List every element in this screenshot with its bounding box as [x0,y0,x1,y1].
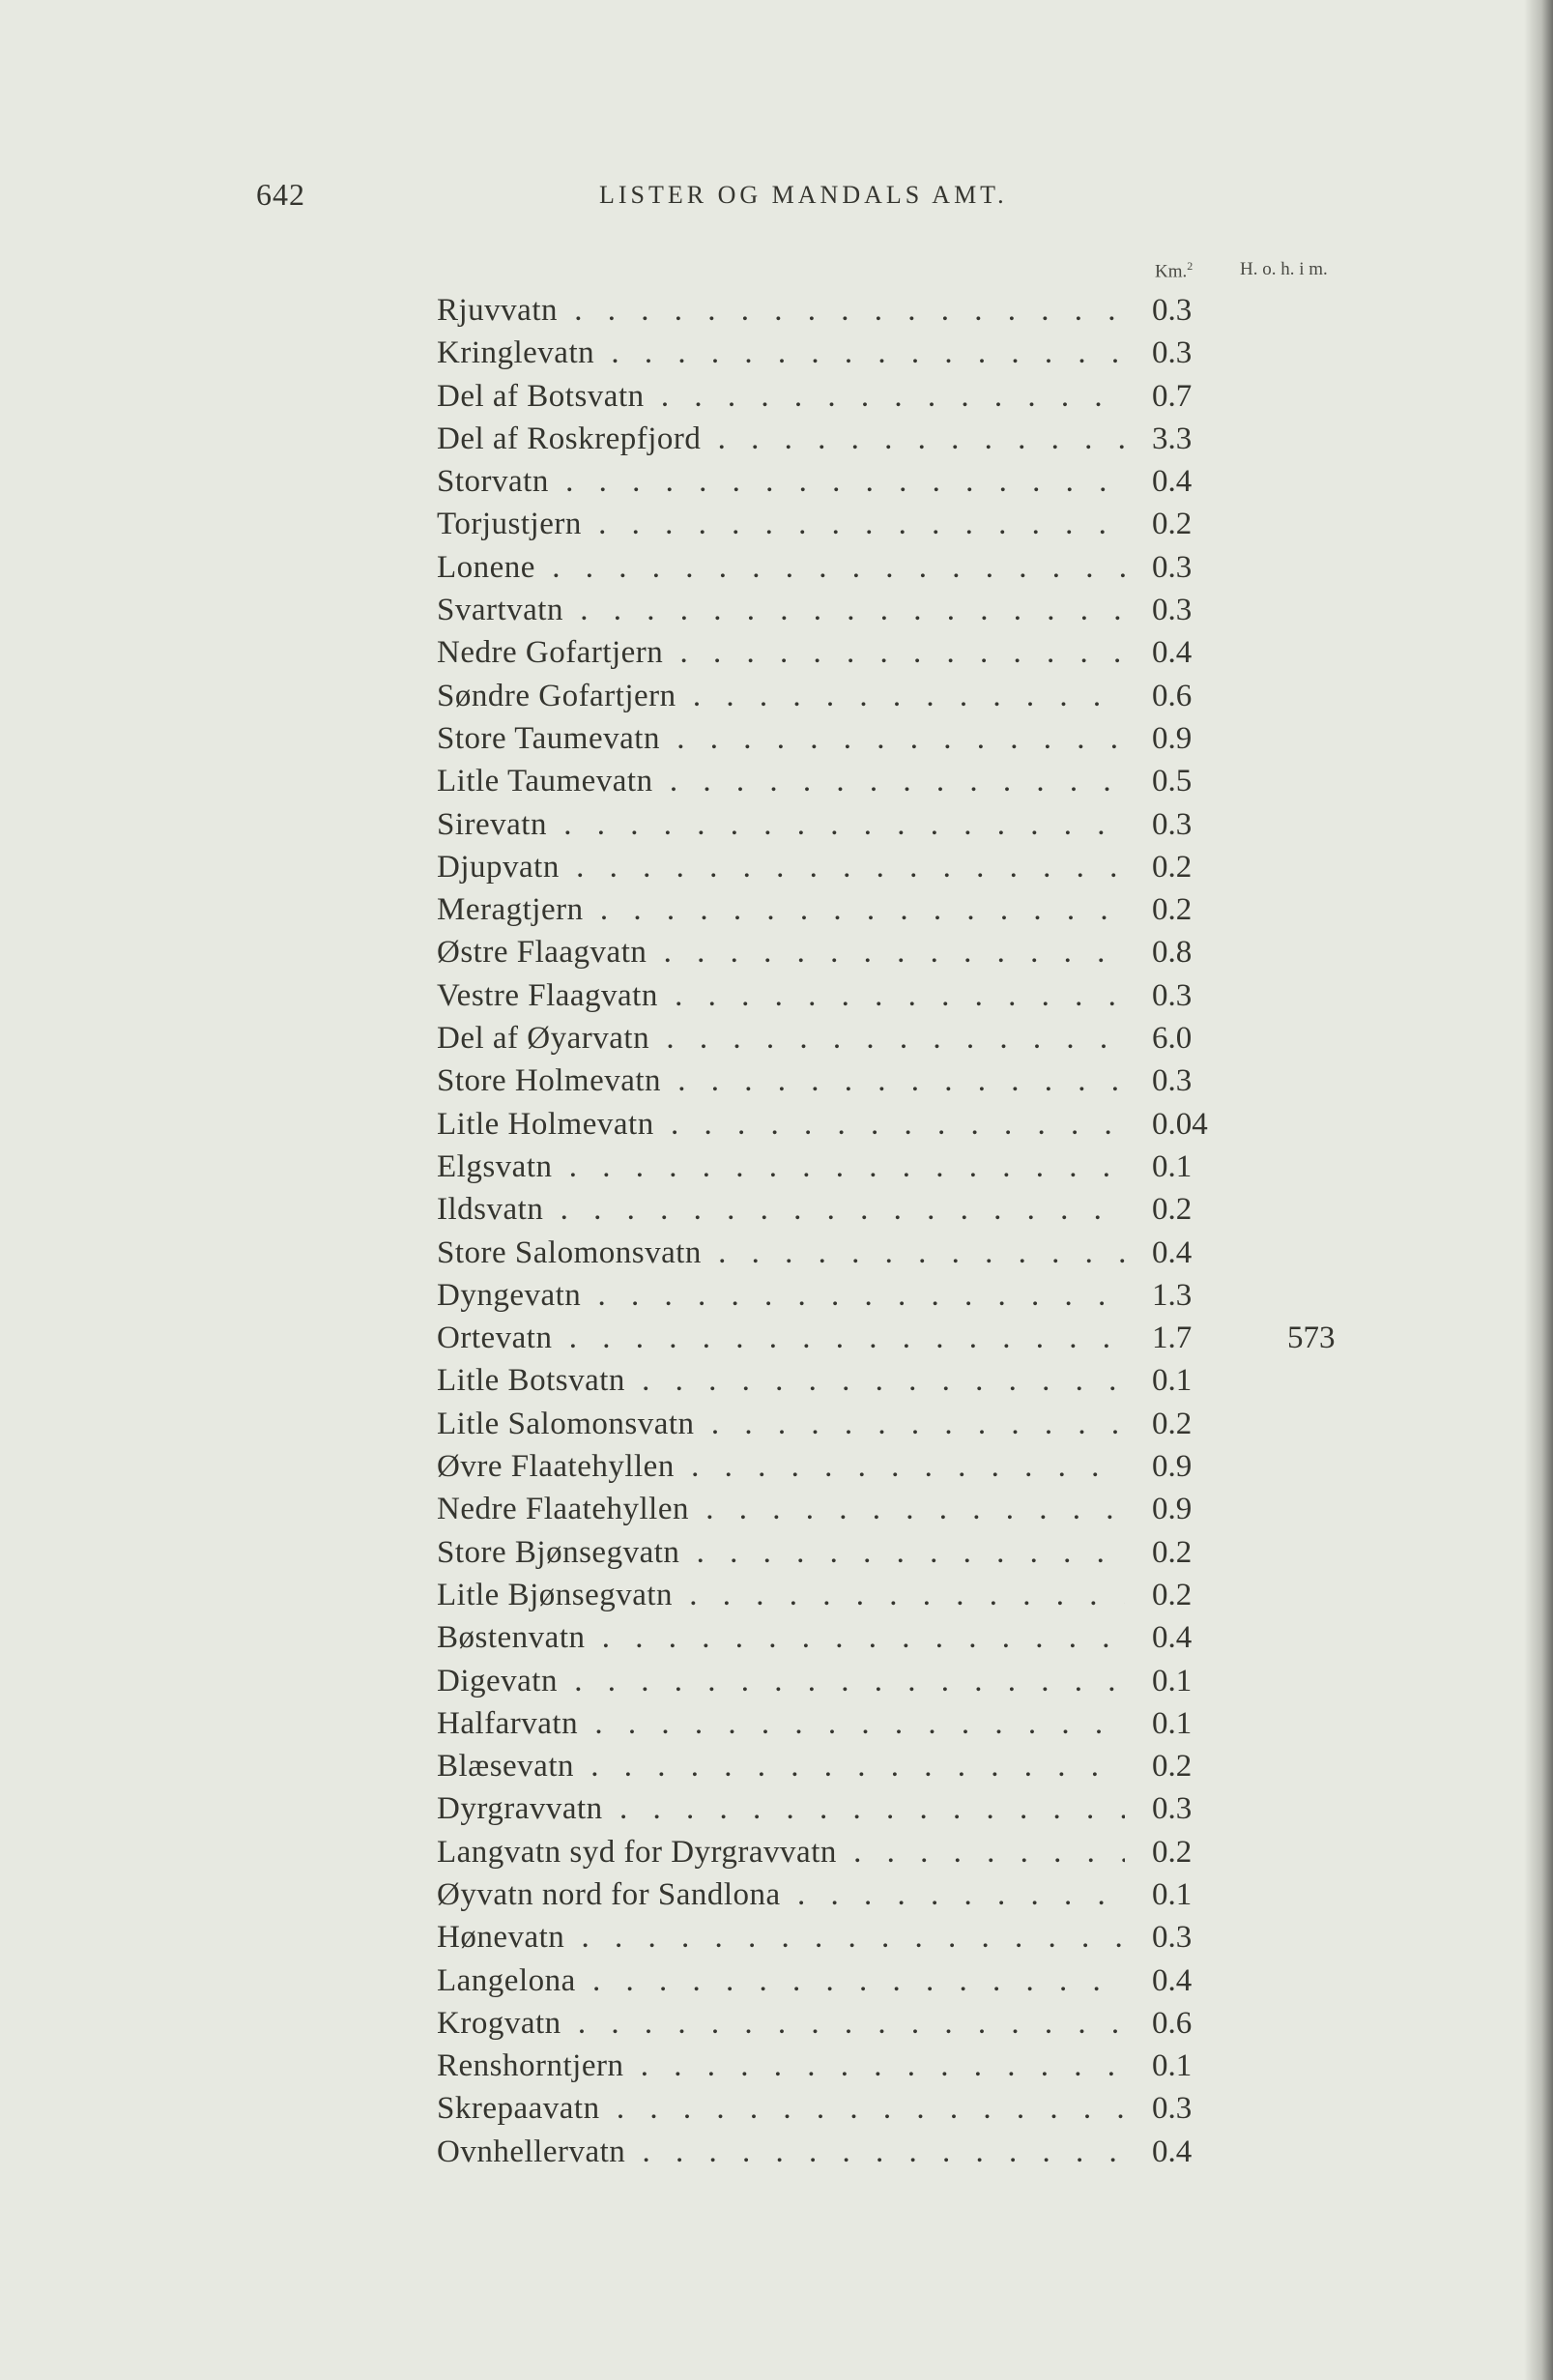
lake-name: Langvatn syd for Dyrgravvatn . . . [437,1831,1125,1873]
area-column-header: Km.$^2$ [1155,259,1194,282]
lake-name: Elgsvatn . . . [437,1146,1125,1188]
lake-name: Vestre Flaagvatn . . . [437,974,1125,1017]
lake-name: Ildsvatn . . . [437,1188,1125,1231]
lake-name: Store Holmevatn . . . [437,1059,1125,1102]
lake-area: 0.1 [1152,1148,1193,1184]
table-row [437,1660,1500,1702]
lake-name: Litle Salomonsvatn . . . [437,1403,1125,1445]
lake-area: 0.4 [1152,1234,1193,1270]
table-row [437,931,1500,973]
table-row [437,2002,1500,2045]
table-row [437,332,1500,374]
table-row [437,803,1500,846]
lake-area: 0.3 [1152,293,1193,328]
lake-area: 0.5 [1152,764,1193,799]
lake-area: 0.1 [1152,1663,1193,1698]
page-edge-shadow [1524,0,1553,2380]
table-row [437,2087,1500,2130]
table-row [437,1017,1500,1059]
table-row [437,1403,1500,1445]
table-row [437,1274,1500,1317]
table-row [437,631,1500,674]
table-row [437,717,1500,760]
column-headers [0,259,1553,288]
table-row [437,546,1500,589]
lake-name: Ovnhellervatn . . . [437,2131,1125,2173]
lake-name: Blæsevatn . . . [437,1745,1125,1787]
table-row [437,1232,1500,1274]
lake-name: Krogvatn . . . [437,2002,1125,2045]
lake-area: 0.6 [1152,678,1193,713]
lake-area: 0.3 [1152,549,1193,585]
lake-name: Øvre Flaatehyllen . . . [437,1445,1125,1488]
lake-area: 0.9 [1152,1449,1193,1485]
lake-name: Litle Bjønsegvatn . . . [437,1574,1125,1616]
lake-name: Torjustjern . . . [437,503,1125,545]
lake-name: Øyvatn nord for Sandlona . . . [437,1873,1125,1916]
lake-table [437,289,1500,2173]
lake-area: 1.3 [1152,1277,1193,1313]
table-row [437,1831,1500,1873]
lake-area: 3.3 [1152,421,1193,456]
lake-area: 0.2 [1152,1406,1193,1441]
lake-area: 0.4 [1152,1962,1193,1998]
lake-area: 0.3 [1152,1920,1193,1956]
lake-name: Digevatn . . . [437,1660,1125,1702]
table-row [437,1359,1500,1402]
table-row [437,1531,1500,1574]
lake-area: 1.7 [1152,1321,1193,1356]
lake-name: Skrepaavatn . . . [437,2087,1125,2130]
lake-area: 0.2 [1152,1534,1193,1570]
lake-area: 0.3 [1152,1063,1193,1099]
lake-name: Store Salomonsvatn . . . [437,1232,1125,1274]
lake-name: Storvatn . . . [437,460,1125,503]
table-row [437,1488,1500,1530]
table-row [437,1317,1500,1359]
lake-name: Bøstenvatn . . . [437,1616,1125,1659]
lake-name: Del af Botsvatn . . . [437,375,1125,418]
table-row [437,1574,1500,1616]
lake-name: Dyngevatn . . . [437,1274,1125,1317]
table-row [437,2131,1500,2173]
lake-area: 0.2 [1152,1834,1193,1870]
lake-area: 0.1 [1152,1876,1193,1912]
lake-area: 0.3 [1152,2091,1193,2127]
lake-name: Langelona . . . [437,1959,1125,2002]
lake-area: 0.2 [1152,1577,1193,1612]
lake-height: 573 [1287,1321,1336,1356]
lake-name: Svartvatn . . . [437,589,1125,631]
lake-name: Store Bjønsegvatn . . . [437,1531,1125,1574]
lake-area: 0.3 [1152,1791,1193,1827]
lake-name: Nedre Flaatehyllen . . . [437,1488,1125,1530]
table-row [437,1916,1500,1959]
lake-area: 0.6 [1152,2005,1193,2041]
lake-name: Renshorntjern . . . [437,2045,1125,2087]
lake-name: Litle Holmevatn . . . [437,1103,1125,1146]
lake-area: 0.1 [1152,1363,1193,1399]
table-row [437,289,1500,332]
lake-area: 6.0 [1152,1021,1193,1057]
table-row [437,1702,1500,1745]
lake-name: Del af Øyarvatn . . . [437,1017,1125,1059]
lake-name: Meragtjern . . . [437,888,1125,931]
lake-area: 0.4 [1152,2133,1193,2169]
table-row [437,589,1500,631]
table-row [437,1616,1500,1659]
lake-name: Kringlevatn . . . [437,332,1125,374]
lake-name: Østre Flaagvatn . . . [437,931,1125,973]
lake-area: 0.8 [1152,935,1193,971]
table-row [437,1959,1500,2002]
table-row [437,1745,1500,1787]
lake-name: Del af Roskrepfjord . . . [437,418,1125,460]
table-row [437,375,1500,418]
table-row [437,503,1500,545]
table-row [437,2045,1500,2087]
lake-area: 0.3 [1152,335,1193,371]
table-row [437,675,1500,717]
lake-area: 0.9 [1152,1492,1193,1527]
page-number: 642 [256,177,305,212]
lake-area: 0.2 [1152,507,1193,542]
table-row [437,460,1500,503]
area-unit-superscript: 2 [1187,259,1194,273]
lake-area: 0.7 [1152,378,1193,414]
lake-name: Sirevatn . . . [437,803,1125,846]
lake-area: 0.3 [1152,977,1193,1013]
lake-area: 0.1 [1152,2048,1193,2084]
lake-area: 0.4 [1152,635,1193,671]
lake-name: Litle Taumevatn . . . [437,760,1125,802]
lake-name: Rjuvvatn . . . [437,289,1125,332]
table-row [437,1787,1500,1830]
lake-area: 0.3 [1152,806,1193,842]
lake-area: 0.04 [1152,1106,1208,1142]
lake-name: Hønevatn . . . [437,1916,1125,1959]
table-row [437,1103,1500,1146]
table-row [437,1188,1500,1231]
lake-name: Djupvatn . . . [437,846,1125,888]
lake-area: 0.9 [1152,720,1193,756]
table-row [437,888,1500,931]
table-row [437,974,1500,1017]
lake-area: 0.4 [1152,464,1193,500]
lake-name: Store Taumevatn . . . [437,717,1125,760]
lake-name: Nedre Gofartjern . . . [437,631,1125,674]
lake-name: Litle Botsvatn . . . [437,1359,1125,1402]
lake-area: 0.1 [1152,1705,1193,1741]
table-row [437,1146,1500,1188]
table-row [437,1445,1500,1488]
table-row [437,418,1500,460]
lake-area: 0.3 [1152,593,1193,628]
running-title: LISTER OG MANDALS AMT. [599,181,1008,209]
lake-area: 0.2 [1152,892,1193,928]
lake-area: 0.2 [1152,1192,1193,1228]
lake-name: Ortevatn . . . [437,1317,1125,1359]
lake-name: Lonene . . . [437,546,1125,589]
table-row [437,846,1500,888]
page-header [0,177,1553,216]
lake-name: Dyrgravvatn . . . [437,1787,1125,1830]
lake-area: 0.4 [1152,1620,1193,1656]
lake-area: 0.2 [1152,849,1193,885]
lake-name: Halfarvatn . . . [437,1702,1125,1745]
table-row [437,1873,1500,1916]
table-row [437,1059,1500,1102]
lake-area: 0.2 [1152,1749,1193,1785]
height-column-header: H. o. h. i m. [1240,259,1328,279]
lake-name: Søndre Gofartjern . . . [437,675,1125,717]
table-row [437,760,1500,802]
